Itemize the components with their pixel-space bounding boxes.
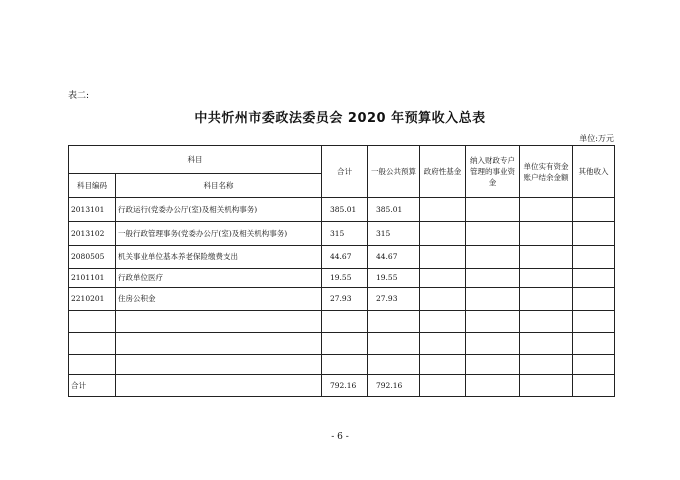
header-other: 其他收入 [573,146,615,198]
table-row [69,288,615,311]
row-general: 315 [368,222,420,246]
sum-total: 792.16 [322,375,368,397]
header-name: 科目名称 [116,174,322,198]
empty-row [69,333,615,355]
sum-general: 792.16 [368,375,420,397]
unit-label: 单位:万元 [579,134,614,143]
page-title: 中共忻州市委政法委员会 2020 年预算收入总表 [194,111,486,126]
row-total: 27.93 [322,288,368,311]
row-name: 住房公积金 [116,288,322,311]
row-name: 机关事业单位基本养老保险缴费支出 [116,246,322,269]
header-gov-fund: 政府性基金 [420,146,466,198]
row-total: 19.55 [322,269,368,288]
table-label: 表二: [68,91,90,101]
row-total: 44.67 [322,246,368,269]
row-code: 2210201 [69,288,116,311]
table-row [69,198,615,222]
row-total: 315 [322,222,368,246]
sum-label: 合计 [69,375,116,397]
header-total: 合计 [322,146,368,198]
row-name: 行政运行(党委办公厅(室)及相关机构事务) [116,198,322,222]
budget-income-table [68,145,615,397]
row-code: 2013101 [69,198,116,222]
header-special-mgmt: 纳入财政专户管理的事业资金 [466,146,520,198]
header-general-budget: 一般公共预算 [368,146,420,198]
row-code: 2101101 [69,269,116,288]
header-unit-balance: 单位实有资金账户结余金额 [520,146,573,198]
row-general: 19.55 [368,269,420,288]
table-row [69,222,615,246]
header-code: 科目编码 [69,174,116,198]
empty-row [69,311,615,333]
header-subject: 科目 [69,146,322,174]
row-name: 行政单位医疗 [116,269,322,288]
sum-row [69,375,615,397]
row-code: 2013102 [69,222,116,246]
page-number: - 6 - [331,432,349,442]
row-total: 385.01 [322,198,368,222]
table-row [69,246,615,269]
table-row [69,269,615,288]
empty-row [69,355,615,375]
row-name: 一般行政管理事务(党委办公厅(室)及相关机构事务) [116,222,322,246]
row-general: 27.93 [368,288,420,311]
row-general: 44.67 [368,246,420,269]
row-general: 385.01 [368,198,420,222]
row-code: 2080505 [69,246,116,269]
